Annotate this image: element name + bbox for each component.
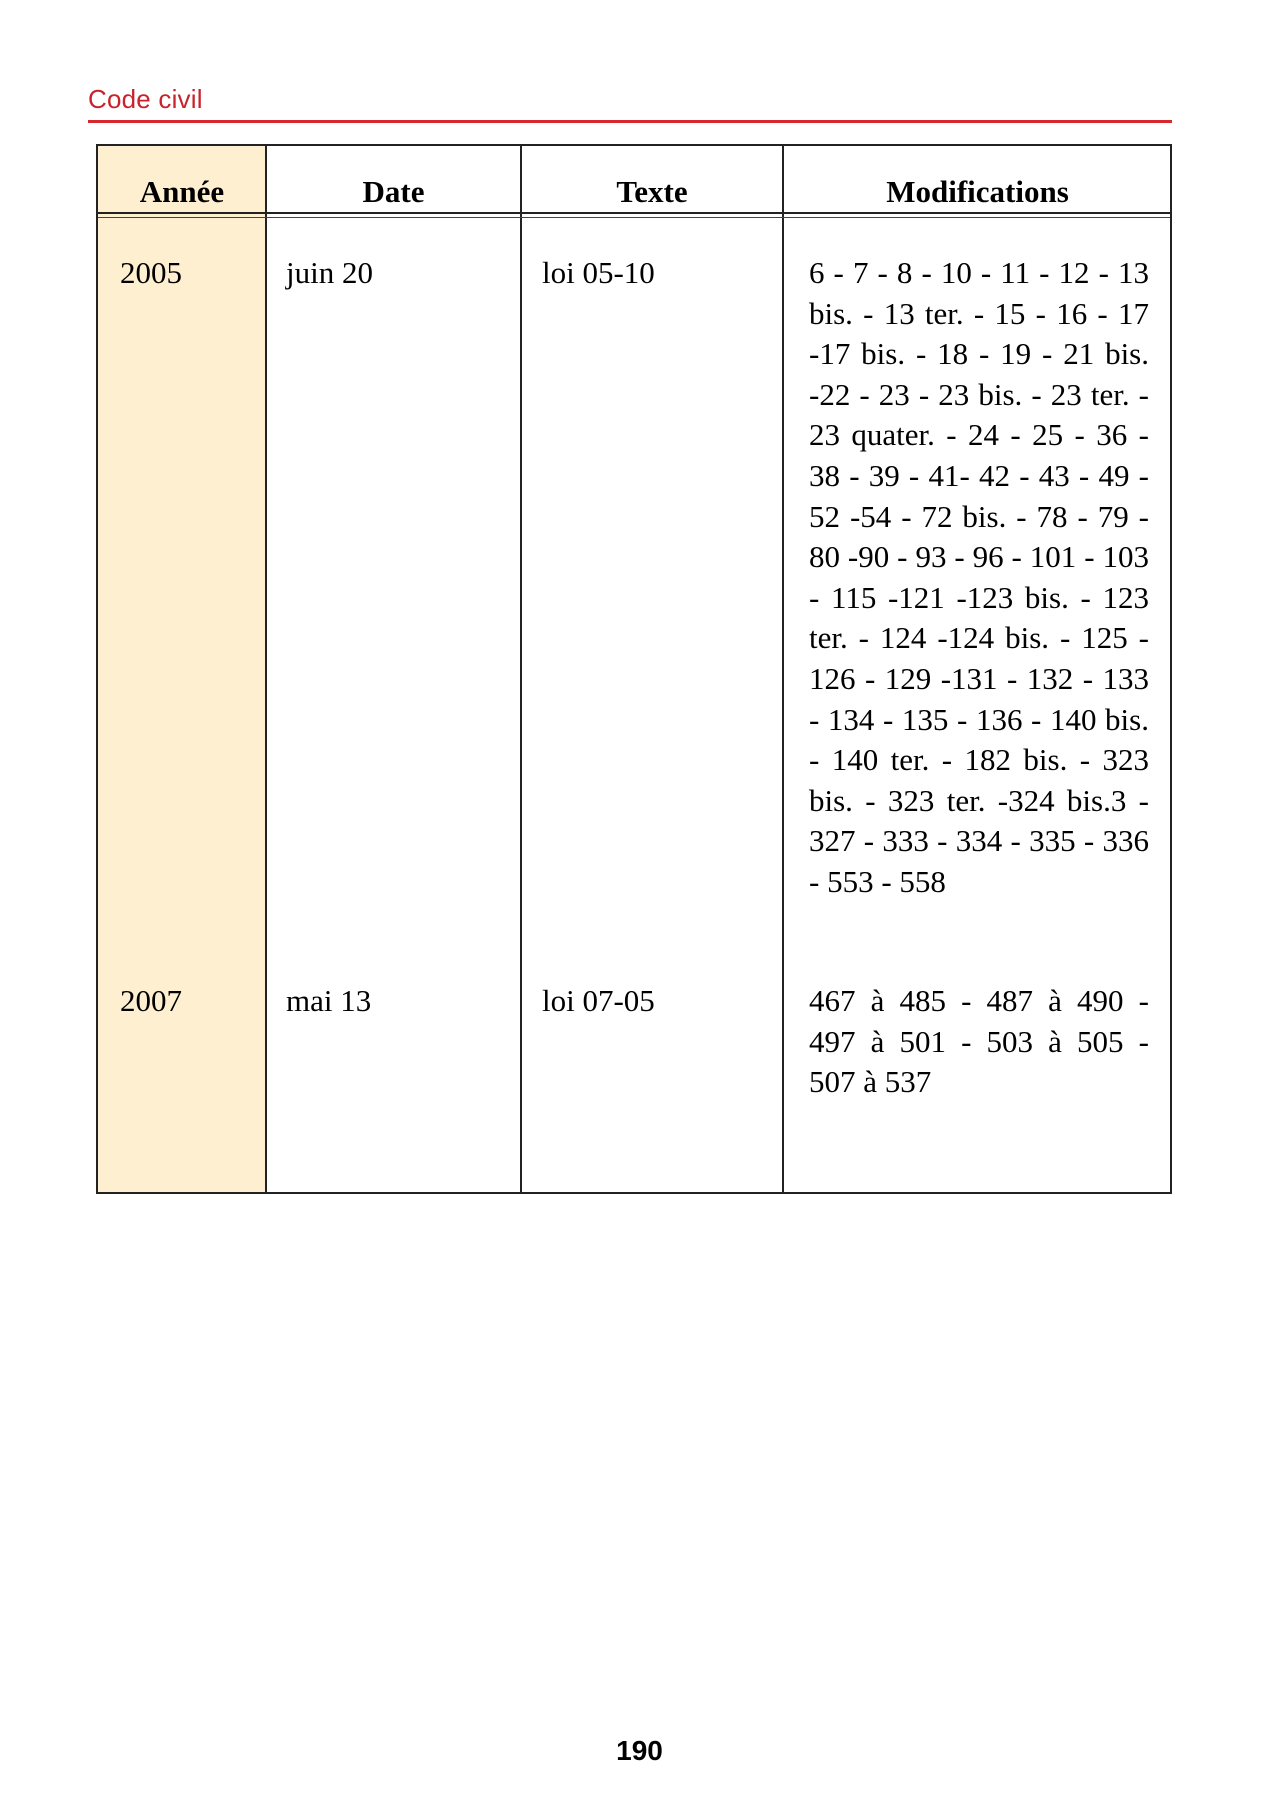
row-1-texte: loi 05-10 [542,255,655,290]
column-divider [520,146,522,1192]
modifications-table [96,144,1172,1194]
header-date: Date [362,174,425,209]
header-texte: Texte [616,174,688,209]
running-title: Code civil [88,84,203,114]
row-2-texte: loi 07-05 [542,983,655,1018]
row-1-annee: 2005 [120,255,182,290]
header-annee: Année [139,174,225,209]
column-divider [782,146,784,1192]
row-1-modifications: 6 - 7 - 8 - 10 - 11 - 12 - 13 bis. - 13 ter. - 15 - 16 - 17 -17 bis. - 18 - 19 - 21 bis. -22 - 23 - 23 bis. - 23 ter. - 23 quater. - 24 - 25 - 36 - 38 - 39 - 41- 42 - 43 - 49 - 52 -54 - 72 bis. - 78 - 79 - 80 -90 - 93 - 96 - 101 - 103 - 115 -121 -123 bis. - 123 ter. - 124 -124 bis. - 125 - 126 - 129 -131 - 132 - 133 - 134 - 135 - 136 - 140 bis. - 140 ter. - 182 bis. - 323 bis. - 323 ter. -324 bis.3 - 327 - 333 - 334 - 335 - 336 - 553 - 558 [809,255,1149,899]
header-modifications: Modifications [886,174,1069,209]
header-rule-thick [98,212,1170,214]
header-rule [88,120,1172,123]
row-2-annee: 2007 [120,983,182,1018]
header-rule-thin [98,217,1170,218]
row-2-date: mai 13 [286,983,372,1018]
annee-column-shading [98,146,266,1192]
row-1-date: juin 20 [286,255,373,290]
page-number: 190 [616,1735,663,1766]
row-2-modifications: 467 à 485 - 487 à 490 - 497 à 501 - 503 à 505 - 507 à 537 [809,983,1149,1100]
column-divider [265,146,267,1192]
